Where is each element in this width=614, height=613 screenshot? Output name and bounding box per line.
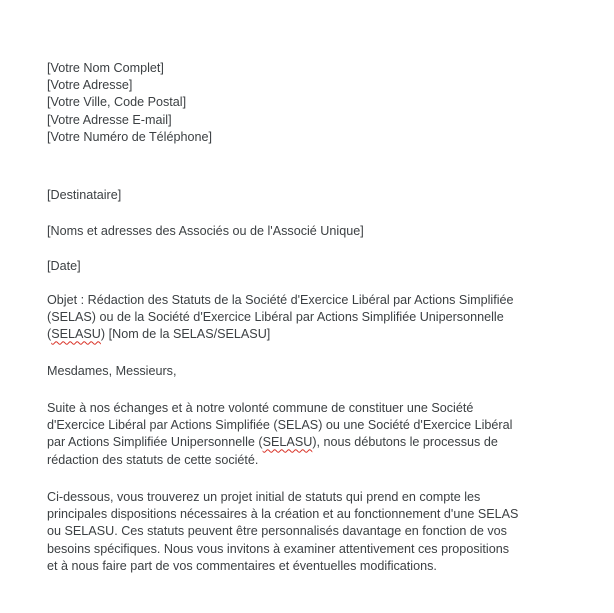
paragraph-1-line-4: rédaction des statuts de cette société. bbox=[47, 452, 259, 467]
paragraph-1-line-3 bbox=[47, 434, 567, 451]
date bbox=[47, 258, 567, 275]
paragraph-1-line-3-start: par Actions Simplifiée Unipersonnelle ( bbox=[47, 435, 263, 450]
sender-name: [Votre Nom Complet] bbox=[47, 61, 164, 75]
paragraph-1-line-2: d'Exercice Libéral par Actions Simplifiée (SELAS) ou une Société d'Exercice Libéral bbox=[47, 418, 513, 433]
paragraph-1-line-1: Suite à nos échanges et à notre volonté commune de constituer une Société bbox=[47, 401, 474, 415]
sender-address: [Votre Adresse] bbox=[47, 78, 133, 93]
paragraph-2-line-2: principales dispositions nécessaires à la création et au fonctionnement d'une SELAS bbox=[47, 507, 519, 522]
spellcheck-flagged-word[interactable]: SELASU bbox=[51, 327, 101, 342]
sender-phone: [Votre Numéro de Téléphone] bbox=[47, 129, 212, 144]
sender-email: [Votre Adresse E-mail] bbox=[47, 112, 172, 127]
sender-city-postal: [Votre Ville, Code Postal] bbox=[47, 95, 187, 110]
paragraph-2 bbox=[47, 489, 567, 575]
subject-line-2: (SELAS) ou de la Société d'Exercice Libéral par Actions Simplifiée Unipersonnelle bbox=[47, 310, 504, 325]
paragraph-2-line-3: ou SELASU. Ces statuts peuvent être personnalisés davantage en fonction de vos bbox=[47, 524, 507, 539]
associates-text: [Noms et adresses des Associés ou de l'Associé Unique] bbox=[47, 224, 364, 238]
date-text: [Date] bbox=[47, 259, 81, 273]
subject-line-3 bbox=[47, 326, 567, 343]
paragraph-1 bbox=[47, 400, 567, 469]
paragraph-2-line-5: et à nous faire part de vos commentaires et éventuelles modifications. bbox=[47, 558, 437, 573]
salutation bbox=[47, 363, 567, 380]
sender-block bbox=[47, 60, 567, 146]
recipient-text: [Destinataire] bbox=[47, 188, 122, 202]
subject-paren-open: ( bbox=[47, 327, 52, 342]
subject-block bbox=[47, 292, 567, 344]
paragraph-2-line-1: Ci-dessous, vous trouverez un projet initial de statuts qui prend en compte les bbox=[47, 490, 481, 504]
subject-line-1: Objet : Rédaction des Statuts de la Société d'Exercice Libéral par Actions Simplifiée bbox=[47, 293, 514, 307]
associates bbox=[47, 223, 567, 240]
salutation-text: Mesdames, Messieurs, bbox=[47, 364, 177, 378]
paragraph-1-line-3-rest: ), nous débutons le processus de bbox=[312, 435, 498, 450]
subject-line-3-rest: ) [Nom de la SELAS/SELASU] bbox=[100, 327, 271, 342]
recipient bbox=[47, 187, 567, 204]
paragraph-2-line-4: besoins spécifiques. Nous vous invitons à examiner attentivement ces propositions bbox=[47, 541, 510, 556]
spellcheck-flagged-word[interactable]: SELASU bbox=[262, 435, 313, 450]
